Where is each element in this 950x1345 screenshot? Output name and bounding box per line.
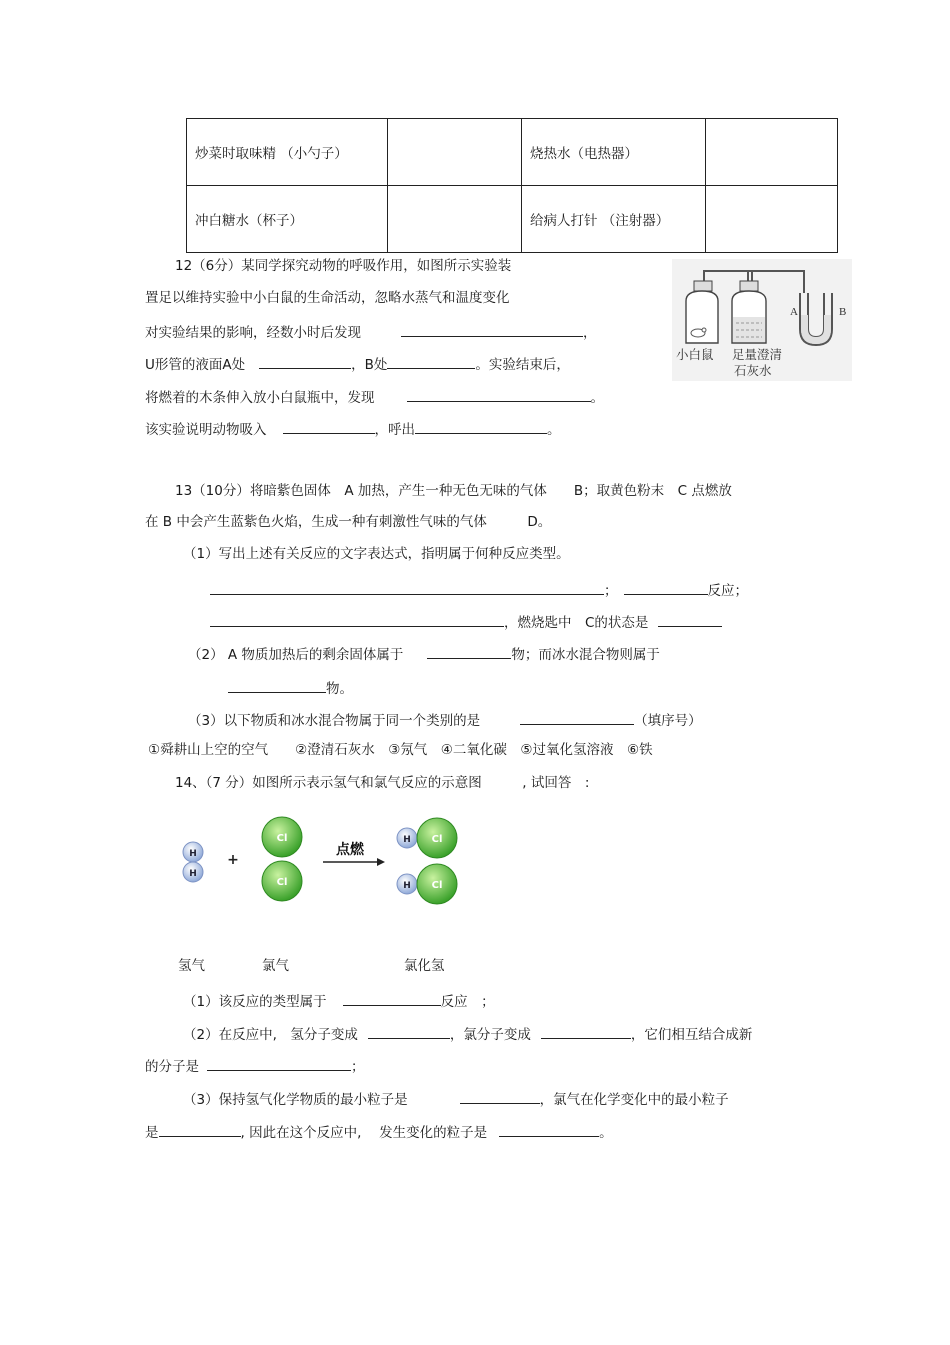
q13-text: 反应；	[707, 583, 748, 599]
q13-line-4	[210, 580, 748, 599]
hcl-molecule	[397, 864, 457, 904]
answer-blank[interactable]	[207, 1056, 351, 1071]
q13-text: 物；而冰水混合物则属于	[511, 647, 660, 663]
fig-label-limewater-2: 石灰水	[734, 363, 772, 378]
q13-text: ；	[604, 583, 618, 599]
atom-label-h: H	[403, 835, 411, 845]
atom-label-cl: Cl	[276, 833, 288, 844]
answer-blank[interactable]	[210, 580, 604, 595]
q12-text: 将燃着的木条伸入放小白鼠瓶中，发现	[145, 390, 375, 406]
q13-text: （2） A 物质加热后的剩余固体属于	[188, 647, 404, 663]
answer-blank[interactable]	[541, 1024, 631, 1039]
q14-text: （1）该反应的类型属于	[183, 994, 327, 1010]
answer-blank[interactable]	[259, 354, 351, 369]
q14-text: 。	[599, 1125, 613, 1141]
atom-label-h: H	[403, 881, 411, 891]
answer-blank[interactable]	[210, 612, 504, 627]
q12-text: 该实验说明动物吸入	[145, 422, 267, 438]
answer-blank[interactable]	[520, 710, 634, 725]
answer-blank[interactable]	[407, 387, 591, 402]
q12-line-4	[145, 354, 570, 373]
table-row	[187, 119, 838, 186]
q13-line-7	[228, 678, 353, 697]
answer-blank[interactable]	[460, 1089, 540, 1104]
hcl-reaction-diagram	[175, 812, 475, 912]
atom-label-cl: Cl	[431, 880, 443, 891]
q14-text: 是	[145, 1125, 159, 1141]
table-cell: 给病人打针 （注射器）	[522, 186, 706, 253]
q13-options: ①舜耕山上空的空气 ②澄清石灰水 ③氖气 ④二氧化碳 ⑤过氧化氢溶液 ⑥铁	[148, 742, 653, 758]
q14-text: ，氯气在化学变化中的最小粒子	[539, 1092, 729, 1108]
hydrogen-molecule	[183, 842, 203, 882]
q13-text: （3）以下物质和冰水混合物属于同一个类别的是	[188, 713, 481, 729]
atom-label-h: H	[189, 849, 197, 859]
label-hcl: 氯化氢	[404, 958, 445, 974]
table-cell	[706, 186, 838, 253]
table-cell: 冲白糖水（杯子）	[187, 186, 388, 253]
table-cell	[388, 186, 522, 253]
q14-text: 反应 ；	[440, 994, 495, 1010]
atom-label-cl: Cl	[276, 877, 288, 888]
q14-part-2-cont	[145, 1056, 365, 1075]
answer-blank[interactable]	[343, 991, 441, 1006]
q12-text: ，	[583, 325, 597, 341]
q12-text: U形管的液面A处	[145, 357, 246, 373]
answer-blank[interactable]	[499, 1122, 599, 1137]
q12-line-2: 置足以维持实验中小白鼠的生命活动，忽略水蒸气和温度变化	[145, 290, 510, 306]
q12-text: ，呼出	[374, 422, 415, 438]
fig-label-mouse: 小白鼠	[676, 347, 714, 362]
q14-text: ，氯分子变成	[449, 1027, 531, 1043]
label-chlorine: 氯气	[262, 958, 289, 974]
hcl-molecule	[397, 818, 457, 858]
q12-line-5	[145, 387, 604, 406]
table-row	[187, 186, 838, 253]
q13-line-6	[188, 644, 660, 663]
q12-text: 对实验结果的影响，经数小时后发现	[145, 325, 361, 341]
answer-blank[interactable]	[401, 322, 583, 337]
q14-line-1: 14、（7 分）如图所示表示氢气和氯气反应的示意图 , 试回答 :	[175, 775, 590, 791]
atom-label-h: H	[189, 869, 197, 879]
chlorine-molecule	[262, 817, 302, 901]
q12-text: 。	[547, 422, 561, 438]
answer-blank[interactable]	[415, 419, 547, 434]
fig-label-a: A	[790, 306, 798, 318]
plus-sign: +	[227, 852, 239, 868]
answer-blank[interactable]	[427, 644, 511, 659]
q14-part-3-cont	[145, 1122, 613, 1141]
fig-label-limewater: 足量澄清	[732, 347, 783, 362]
q14-text: , 因此在这个反应中, 发生变化的粒子是	[240, 1125, 488, 1141]
q12-line-1: 12（6分）某同学探究动物的呼吸作用，如图所示实验装	[175, 258, 512, 274]
answer-blank[interactable]	[387, 354, 475, 369]
q14-part-1	[183, 991, 495, 1010]
q13-line-8	[188, 710, 702, 729]
table-cell: 炒菜时取味精 （小勺子）	[187, 119, 388, 186]
table-cell	[388, 119, 522, 186]
q12-text: 。实验结束后，	[475, 357, 570, 373]
q14-text: 的分子是	[145, 1059, 199, 1075]
q13-text: ，燃烧匙中 C的状态是	[504, 615, 649, 631]
q12-text: ，B处	[351, 357, 388, 373]
answer-blank[interactable]	[658, 612, 722, 627]
q14-part-2	[183, 1024, 752, 1043]
answer-blank[interactable]	[283, 419, 375, 434]
q14-part-3	[183, 1089, 729, 1108]
tools-table	[186, 118, 838, 253]
q14-text: ；	[351, 1059, 365, 1075]
q12-line-3	[145, 322, 597, 341]
fig-label-b: B	[839, 306, 847, 318]
answer-blank[interactable]	[228, 678, 326, 693]
q14-text: （3）保持氢气化学物质的最小粒子是	[183, 1092, 408, 1108]
atom-label-cl: Cl	[431, 834, 443, 845]
table-cell: 烧热水（电热器）	[522, 119, 706, 186]
q13-text: （填序号）	[634, 713, 702, 729]
q14-text: （2）在反应中, 氢分子变成	[183, 1027, 358, 1043]
arrow-condition-label: 点燃	[336, 842, 364, 858]
q12-line-6	[145, 419, 561, 438]
q12-text: 。	[590, 390, 604, 406]
table-cell	[706, 119, 838, 186]
q13-line-3: （1）写出上述有关反应的文字表达式，指明属于何种反应类型。	[183, 546, 570, 562]
label-hydrogen: 氢气	[178, 958, 205, 974]
q13-line-2: 在 B 中会产生蓝紫色火焰，生成一种有刺激性气味的气体 D。	[145, 514, 552, 530]
respiration-apparatus-figure	[672, 259, 852, 381]
answer-blank[interactable]	[624, 580, 708, 595]
q13-text: 物。	[326, 681, 353, 697]
answer-blank[interactable]	[368, 1024, 450, 1039]
q14-text: ，它们相互结合成新	[630, 1027, 753, 1043]
answer-blank[interactable]	[159, 1122, 241, 1137]
q13-line-1: 13（10分）将暗紫色固体 A 加热，产生一种无色无味的气体 B；取黄色粉末 C 点燃放	[175, 483, 732, 499]
q13-line-5	[210, 612, 722, 631]
